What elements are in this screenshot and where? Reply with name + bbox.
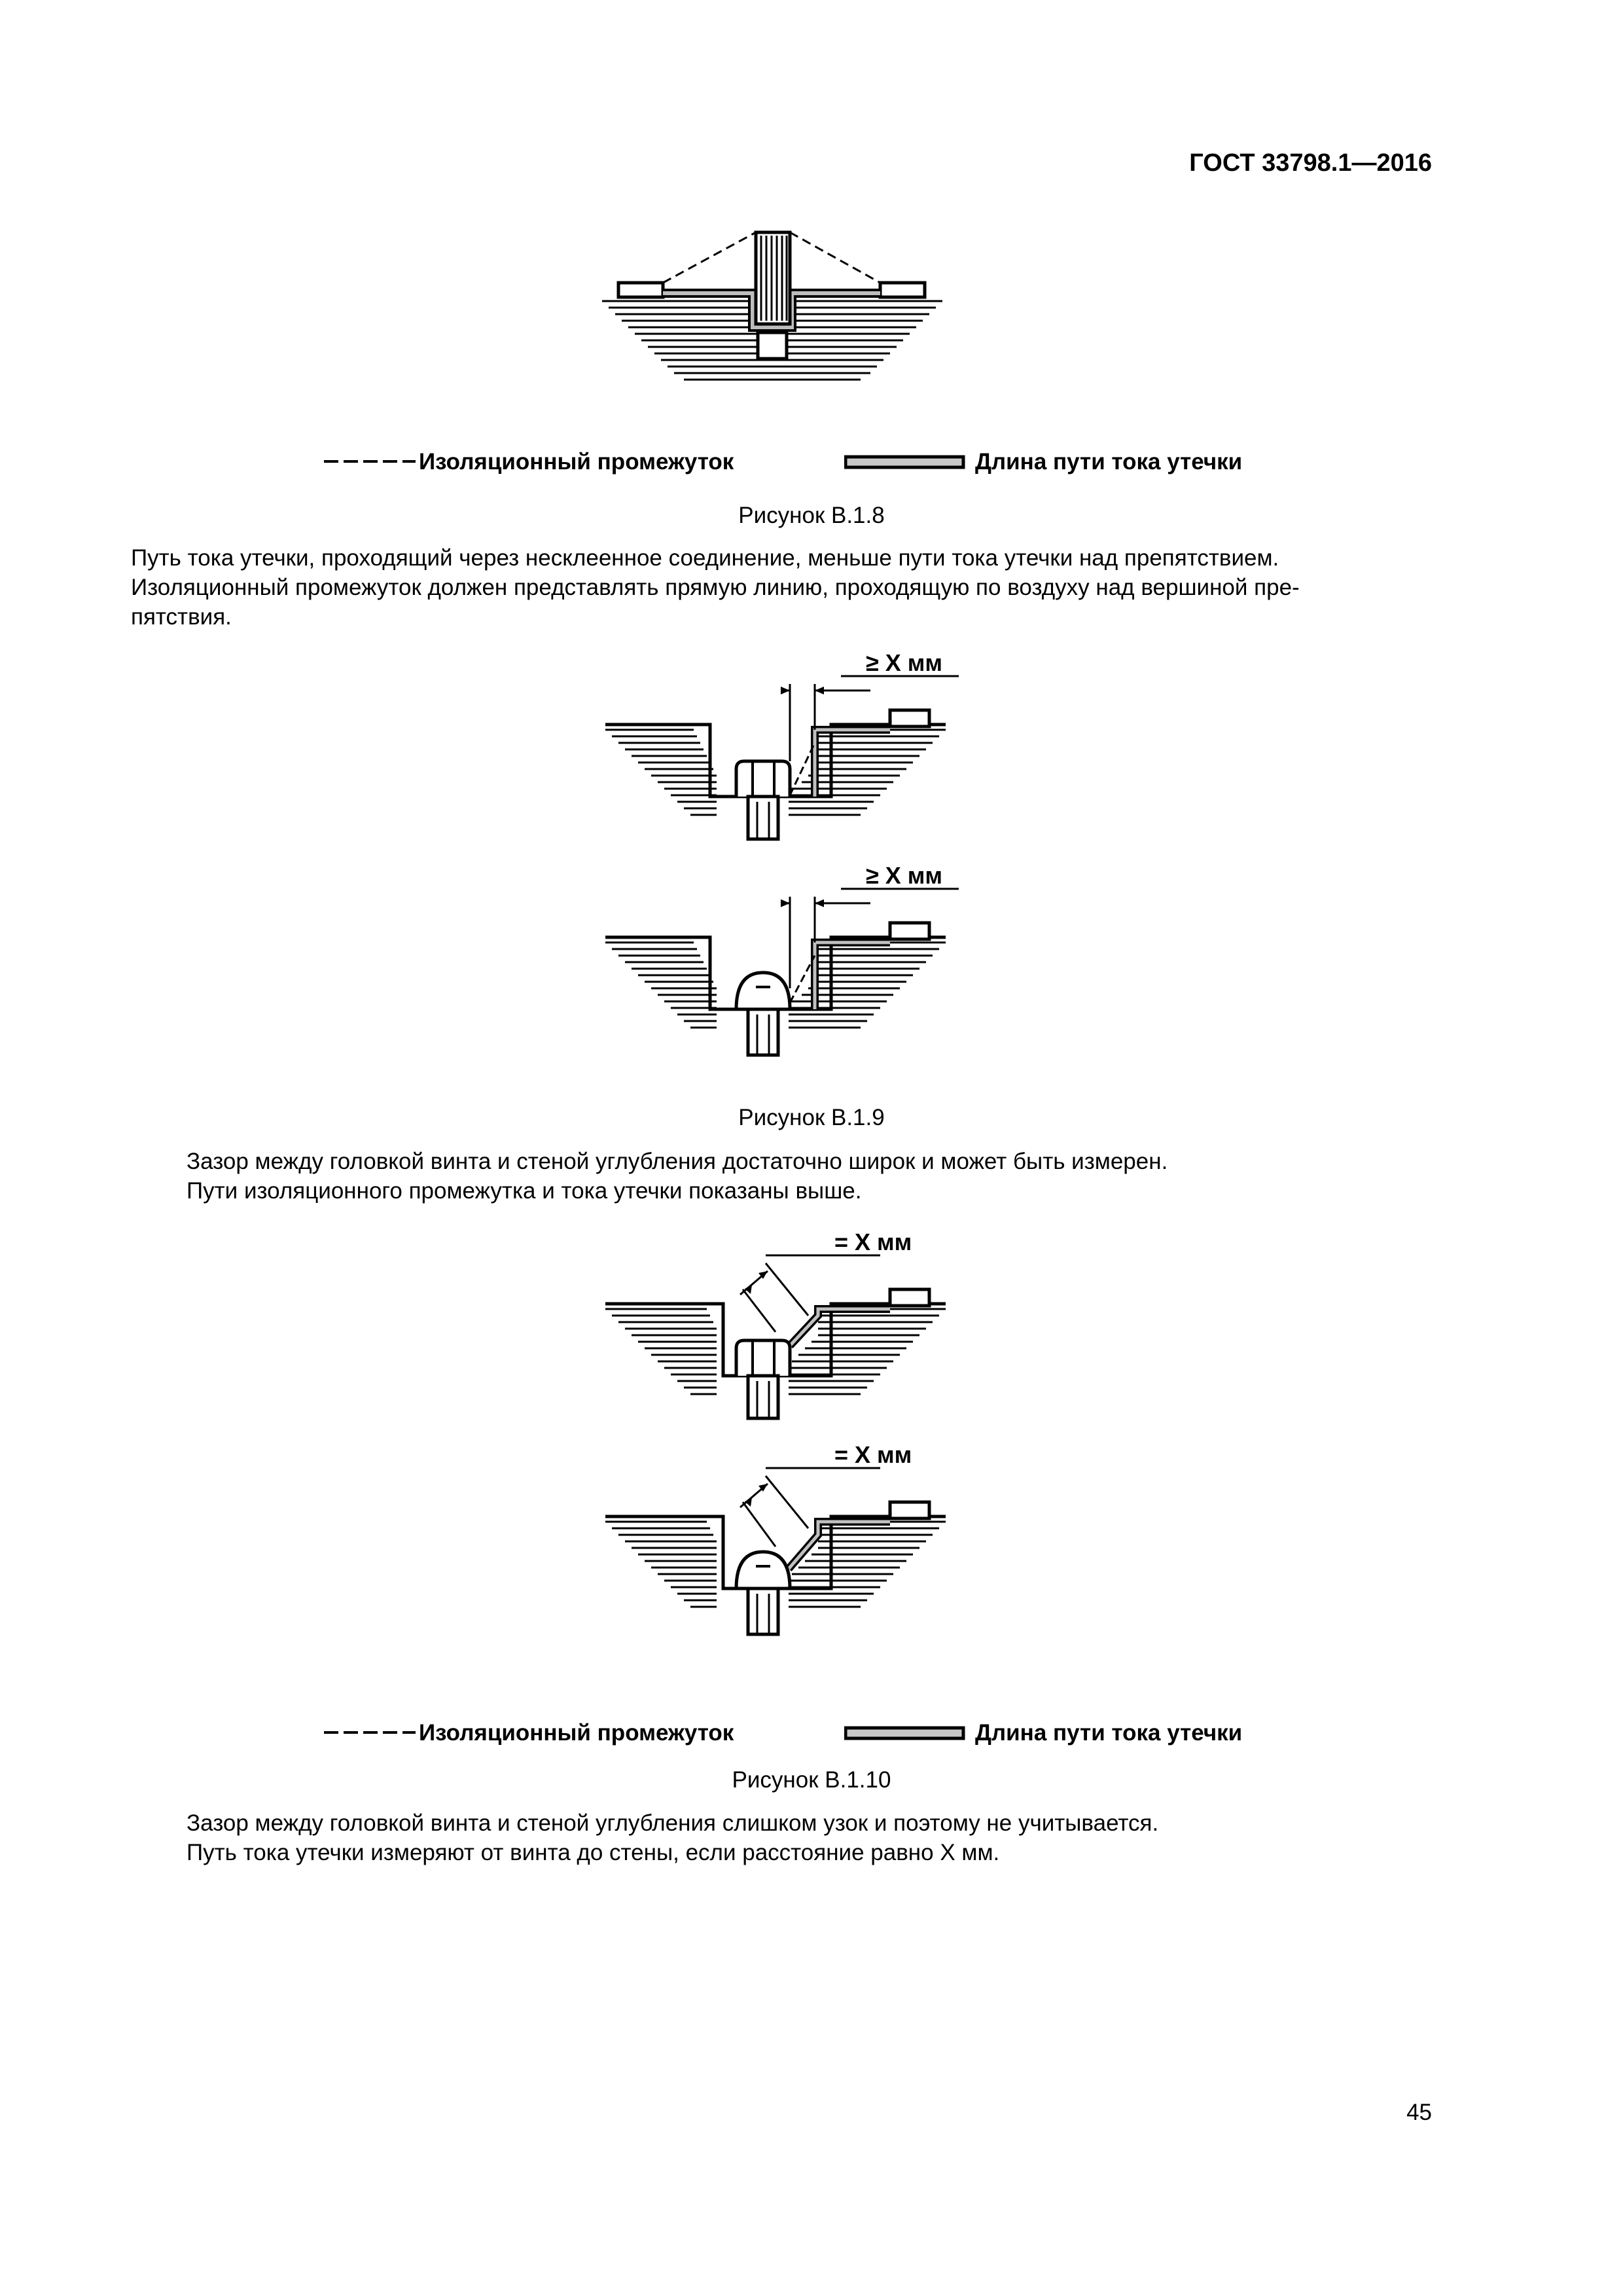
left-conductor [618,283,663,297]
figure-b19-caption: Рисунок В.1.9 [738,1105,885,1130]
page-number: 45 [1406,2100,1432,2125]
figure-b19-drawing-round [592,857,959,1073]
hatching-left [605,1522,717,1607]
barrier-stem [758,332,787,359]
hex-screw-head [736,1340,790,1376]
figure-b110-caption: Рисунок В.1.10 [732,1767,891,1793]
round-screw-head [736,973,790,1009]
hatching-left [605,942,717,1028]
clearance-legend-icon [324,458,416,465]
text-b19-p1: Зазор между головкой винта и стеной углубления достаточно широк и может быть измерен. [187,1149,1168,1174]
hatching-left [605,730,717,815]
dimension-label: ≥ X мм [866,649,943,676]
text-b18-p1: Путь тока утечки, проходящий через несклеенное соединение, меньше пути тока утечки над препятствием. [131,545,1279,571]
figure-b110-drawing-hex [592,1217,959,1433]
figure-b19-drawing-hex [592,645,959,854]
screw-shank [748,1588,778,1634]
clearance-legend-label: Изоляционный промежуток [419,1720,734,1746]
paragraph-b110 [187,1808,1443,1867]
dimension-label: = X мм [834,1229,912,1255]
screw-shank [748,1009,778,1055]
text-b110-p1: Зазор между головкой винта и стеной углубления слишком узок и поэтому не учитывается. [187,1810,1159,1836]
standard-designation: ГОСТ 33798.1—2016 [1189,149,1432,177]
dimension-label: ≥ X мм [866,862,943,889]
creepage-legend-icon [844,1725,965,1741]
conductor [890,710,929,726]
dimension-label: = X мм [834,1441,912,1468]
conductor [890,923,929,939]
conductor [890,1502,929,1518]
legend-b110 [321,1720,1302,1746]
text-b18-p2b: пятствия. [131,604,232,630]
conductor [890,1289,929,1306]
paragraph-b19 [187,1147,1443,1206]
hex-screw-head [736,761,790,797]
figure-b110-drawing-round [592,1430,959,1646]
paragraph-b18 [131,543,1440,632]
clearance-legend-icon [324,1729,416,1736]
creepage-legend-icon [844,454,965,470]
round-screw-head [736,1552,790,1588]
text-b110-p2: Путь тока утечки измеряют от винта до стены, если расстояние равно X мм. [187,1840,1000,1865]
right-conductor [880,283,925,297]
screw-shank [748,797,778,839]
text-b19-p2: Пути изоляционного промежутка и тока утечки показаны выше. [187,1178,862,1204]
legend-b18 [321,449,1302,475]
creepage-legend-label: Длина пути тока утечки [975,449,1243,475]
clearance-legend-label: Изоляционный промежуток [419,449,734,475]
screw-shank [748,1376,778,1418]
hatching-right [789,1522,946,1607]
figure-b18-caption: Рисунок В.1.8 [738,503,885,528]
hatching-left [605,1309,717,1394]
text-b18-p2: Изоляционный промежуток должен представлять прямую линию, проходящую по воздуху над вершиной пре- [131,575,1300,600]
figure-b18-drawing [589,223,955,393]
creepage-legend-label: Длина пути тока утечки [975,1720,1243,1746]
